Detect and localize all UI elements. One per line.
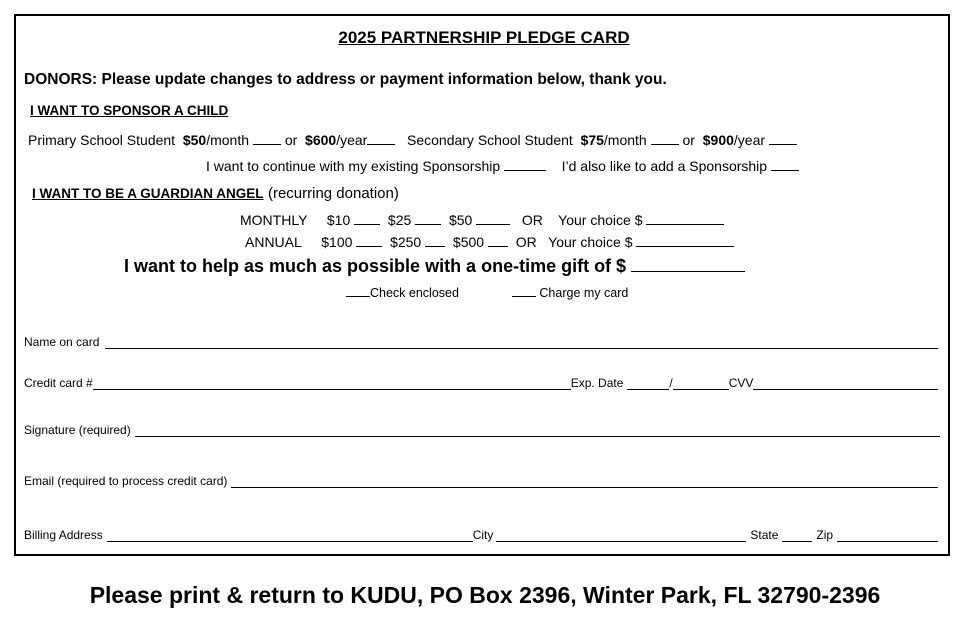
exp-year-input[interactable] (673, 377, 729, 390)
card-title: 2025 PARTNERSHIP PLEDGE CARD (338, 28, 630, 47)
sponsor-rates-line (28, 132, 797, 148)
name-on-card-row (24, 335, 938, 349)
monthly-line (240, 212, 724, 228)
primary-yearly-blank[interactable] (367, 132, 395, 145)
signature-label: Signature (required) (24, 423, 131, 437)
email-label: Email (required to process credit card) (24, 474, 228, 488)
state-input[interactable] (782, 529, 812, 542)
city-input[interactable] (496, 529, 746, 542)
email-input[interactable] (231, 475, 938, 488)
continue-sponsorship-blank[interactable] (504, 158, 546, 171)
monthly-10-blank[interactable] (354, 212, 380, 225)
email-row (24, 474, 938, 488)
secondary-yearly-amount: $900 (702, 132, 734, 148)
signature-input[interactable] (135, 424, 940, 437)
cvv-input[interactable] (753, 377, 938, 390)
monthly-50-blank[interactable] (476, 212, 510, 225)
payment-method-line (346, 284, 628, 300)
or-label: OR (521, 212, 543, 228)
or-label: or (284, 132, 298, 148)
monthly-choice-blank[interactable] (646, 212, 724, 225)
secondary-yearly-blank[interactable] (769, 132, 797, 145)
billing-address-row (24, 528, 938, 542)
charge-card-blank[interactable] (512, 284, 536, 297)
per-month-label: /month (206, 132, 250, 148)
billing-address-input[interactable] (107, 529, 473, 542)
zip-label: Zip (816, 528, 834, 542)
billing-address-label: Billing Address (24, 528, 103, 542)
state-label: State (750, 528, 779, 542)
your-choice-label: Your choice $ (548, 234, 633, 250)
credit-card-row (24, 376, 938, 390)
credit-card-label: Credit card # (24, 376, 93, 390)
annual-250-blank[interactable] (425, 234, 445, 247)
per-month-label: /month (603, 132, 647, 148)
or-label: OR (515, 234, 537, 250)
annual-line (245, 234, 734, 250)
zip-input[interactable] (837, 529, 938, 542)
signature-row (24, 423, 940, 437)
monthly-amount-25: $25 (387, 212, 412, 228)
annual-amount-250: $250 (390, 234, 422, 250)
primary-monthly-amount: $50 (182, 132, 207, 148)
annual-amount-100: $100 (321, 234, 353, 250)
monthly-amount-50: $50 (448, 212, 473, 228)
continue-sponsorship-label: I want to continue with my existing Sponsorship (206, 158, 501, 174)
return-address-footer: Please print & return to KUDU, PO Box 2396, Winter Park, FL 32790-2396 (89, 582, 881, 608)
primary-label: Primary School Student (28, 132, 176, 148)
annual-100-blank[interactable] (356, 234, 382, 247)
one-time-gift-line (124, 256, 745, 277)
check-enclosed-label: Check enclosed (370, 286, 459, 300)
guardian-subtitle: (recurring donation) (267, 185, 399, 202)
your-choice-label: Your choice $ (558, 212, 643, 228)
secondary-monthly-blank[interactable] (651, 132, 679, 145)
per-year-label: /year (733, 132, 766, 148)
monthly-label: MONTHLY (240, 212, 308, 228)
or-label: or (682, 132, 695, 148)
per-year-label: /year (336, 132, 368, 148)
pledge-card (14, 14, 950, 556)
monthly-amount-10: $10 (326, 212, 351, 228)
annual-choice-blank[interactable] (636, 234, 734, 247)
secondary-monthly-amount: $75 (580, 132, 604, 148)
one-time-gift-blank[interactable] (631, 257, 745, 272)
primary-yearly-amount: $600 (305, 132, 337, 148)
secondary-label: Secondary School Student (407, 132, 573, 148)
name-on-card-input[interactable] (105, 336, 938, 349)
check-enclosed-blank[interactable] (346, 284, 370, 297)
annual-amount-500: $500 (452, 234, 485, 250)
add-sponsorship-label: I’d also like to add a Sponsorship (561, 158, 768, 174)
sponsorship-continue-line (206, 158, 799, 174)
add-sponsorship-blank[interactable] (771, 158, 799, 171)
name-on-card-label: Name on card (24, 335, 100, 349)
credit-card-input[interactable] (93, 377, 571, 390)
primary-monthly-blank[interactable] (253, 132, 281, 145)
exp-date-label: Exp. Date (570, 376, 624, 390)
monthly-25-blank[interactable] (415, 212, 441, 225)
exp-month-input[interactable] (627, 377, 669, 390)
guardian-heading: I WANT TO BE A GUARDIAN ANGEL (32, 186, 264, 201)
cvv-label: CVV (728, 376, 754, 390)
charge-card-label: Charge my card (539, 286, 629, 300)
annual-500-blank[interactable] (488, 234, 508, 247)
sponsor-heading: I WANT TO SPONSOR A CHILD (30, 103, 229, 118)
exp-slash: / (669, 376, 673, 390)
one-time-gift-label: I want to help as much as possible with a one-time gift of $ (124, 256, 627, 276)
annual-label: ANNUAL (245, 234, 302, 250)
city-label: City (472, 528, 494, 542)
donors-note: DONORS: Please update changes to address or payment information below, thank you. (24, 71, 667, 88)
guardian-heading-line (32, 185, 399, 203)
